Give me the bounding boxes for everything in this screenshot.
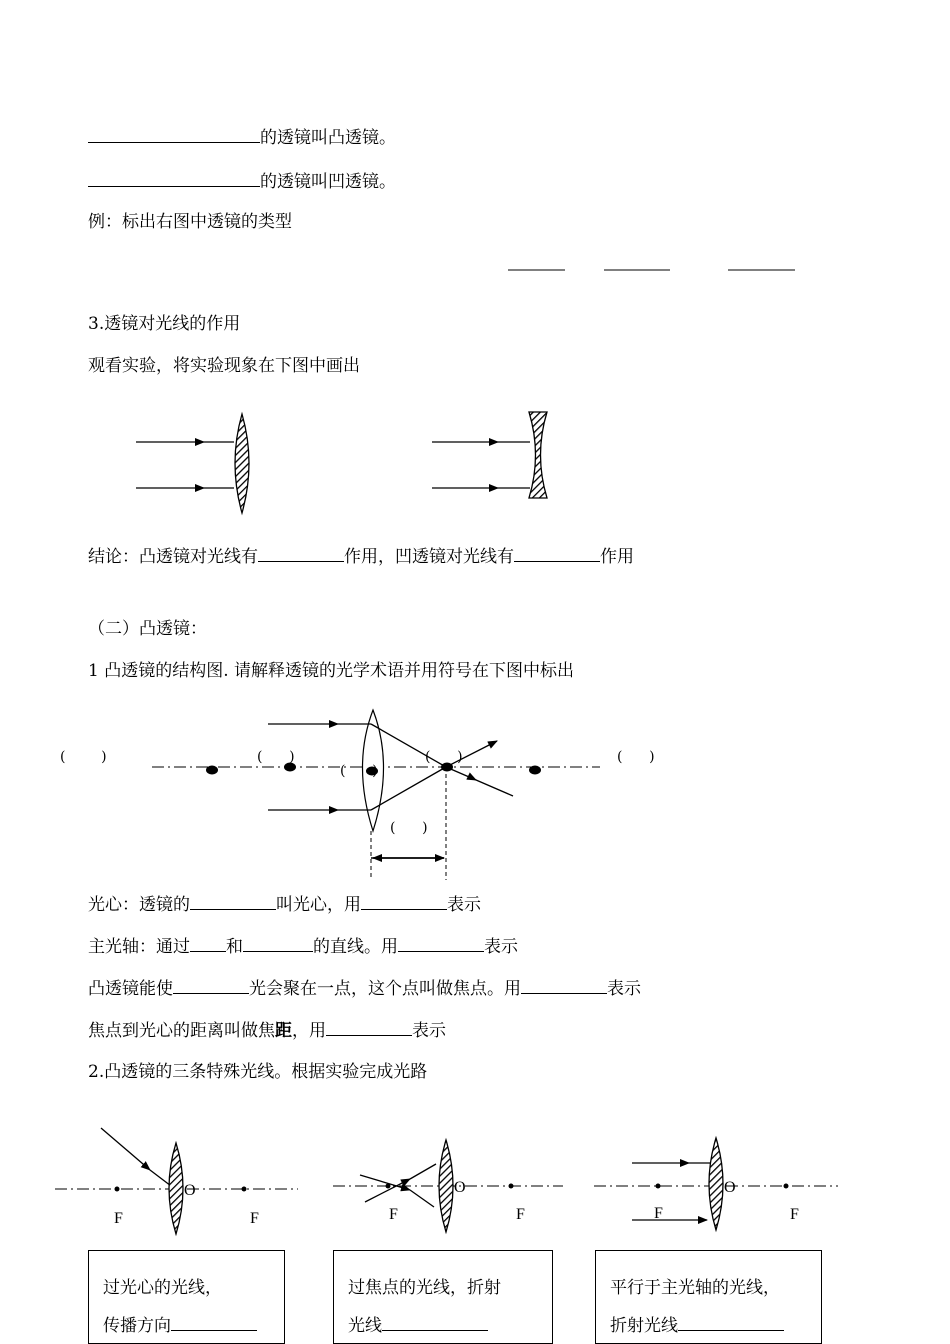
concave-definition: 的透镜叫凹透镜。 xyxy=(88,170,396,193)
blank-optical-center[interactable] xyxy=(190,893,276,910)
section3-instruction: 观看实验，将实验现象在下图中画出 xyxy=(88,356,360,376)
example-prompt: 例：标出右图中透镜的类型 xyxy=(88,212,292,232)
special-rays-diagram xyxy=(0,1120,950,1230)
convex-structure-instruction: 1 凸透镜的结构图. 请解释透镜的光学术语并用符号在下图中标出 xyxy=(88,661,575,681)
point-2f-left xyxy=(206,766,218,775)
concave-lens-figure xyxy=(432,412,547,498)
o-label-3: O xyxy=(724,1179,736,1196)
answer-box-parallel-ray: 平行于主光轴的光线， 折射光线 xyxy=(595,1250,822,1344)
ray-through-center-figure xyxy=(55,1128,298,1234)
convex-section-heading: （二）凸透镜： xyxy=(88,619,207,639)
special-rays-heading: 2.凸透镜的三条特殊光线。根据实验完成光路 xyxy=(88,1062,428,1082)
blank-parallel-ray[interactable] xyxy=(678,1314,784,1331)
convex-lens-figure xyxy=(136,414,249,513)
label-blank-far-right[interactable]: ( ) xyxy=(617,749,655,765)
f-label-2-right: F xyxy=(516,1206,525,1223)
label-blank-focus[interactable]: ( ) xyxy=(425,749,463,765)
f-label-3-left: F xyxy=(654,1205,663,1222)
conclusion-line: 结论：凸透镜对光线有 作用，凹透镜对光线有 作用 xyxy=(88,547,634,567)
blank-focal-length-symbol[interactable] xyxy=(326,1019,412,1036)
blank-focus-symbol[interactable] xyxy=(521,977,607,994)
label-blank-optical-center[interactable]: ( ) xyxy=(340,763,378,779)
focus-definition: 凸透镜能使 光会聚在一点，这个点叫做焦点。用 表示 xyxy=(88,979,641,999)
label-blank-focal-length[interactable]: ( ) xyxy=(390,820,428,836)
optical-center-definition: 光心：透镜的 叫光心，用 表示 xyxy=(88,895,481,915)
o-label-1: O xyxy=(184,1182,196,1199)
point-2f-right xyxy=(529,766,541,775)
o-label-2: O xyxy=(454,1179,466,1196)
blank-main-axis-symbol[interactable] xyxy=(398,935,484,952)
f-label-3-right: F xyxy=(790,1206,799,1223)
focal-length-definition: 焦点到光心的距离叫做焦距，用 表示 xyxy=(88,1021,446,1041)
ray-parallel-axis-figure xyxy=(594,1138,838,1230)
f-label-1-left: F xyxy=(114,1210,123,1227)
answer-box-center-ray: 过光心的光线， 传播方向 xyxy=(88,1250,285,1344)
section3-heading: 3.透镜对光线的作用 xyxy=(88,314,241,334)
blank-focus-ray[interactable] xyxy=(382,1314,488,1331)
blank-focus-light[interactable] xyxy=(173,977,249,994)
blank-optical-center-symbol[interactable] xyxy=(361,893,447,910)
blank-main-axis-1[interactable] xyxy=(190,935,226,952)
label-blank-f-left[interactable]: ( ) xyxy=(257,749,295,765)
f-label-2-left: F xyxy=(389,1206,398,1223)
label-blank-far-left[interactable]: ( ) xyxy=(60,749,107,765)
ray-through-focus-figure xyxy=(333,1140,563,1232)
main-axis-definition: 主光轴：通过 和 的直线。用 表示 xyxy=(88,937,518,957)
lens-type-blanks[interactable] xyxy=(0,0,950,300)
answer-box-focus-ray: 过焦点的光线，折射 光线 xyxy=(333,1250,553,1344)
f-label-1-right: F xyxy=(250,1210,259,1227)
convex-lens-structure-diagram xyxy=(0,700,950,890)
blank-main-axis-2[interactable] xyxy=(243,935,313,952)
blank-center-ray[interactable] xyxy=(171,1314,257,1331)
blank-convex-effect[interactable] xyxy=(258,545,344,562)
blank-concave-effect[interactable] xyxy=(514,545,600,562)
convex-definition: 的透镜叫凸透镜。 xyxy=(88,126,396,149)
lens-experiment-diagram xyxy=(0,400,950,520)
